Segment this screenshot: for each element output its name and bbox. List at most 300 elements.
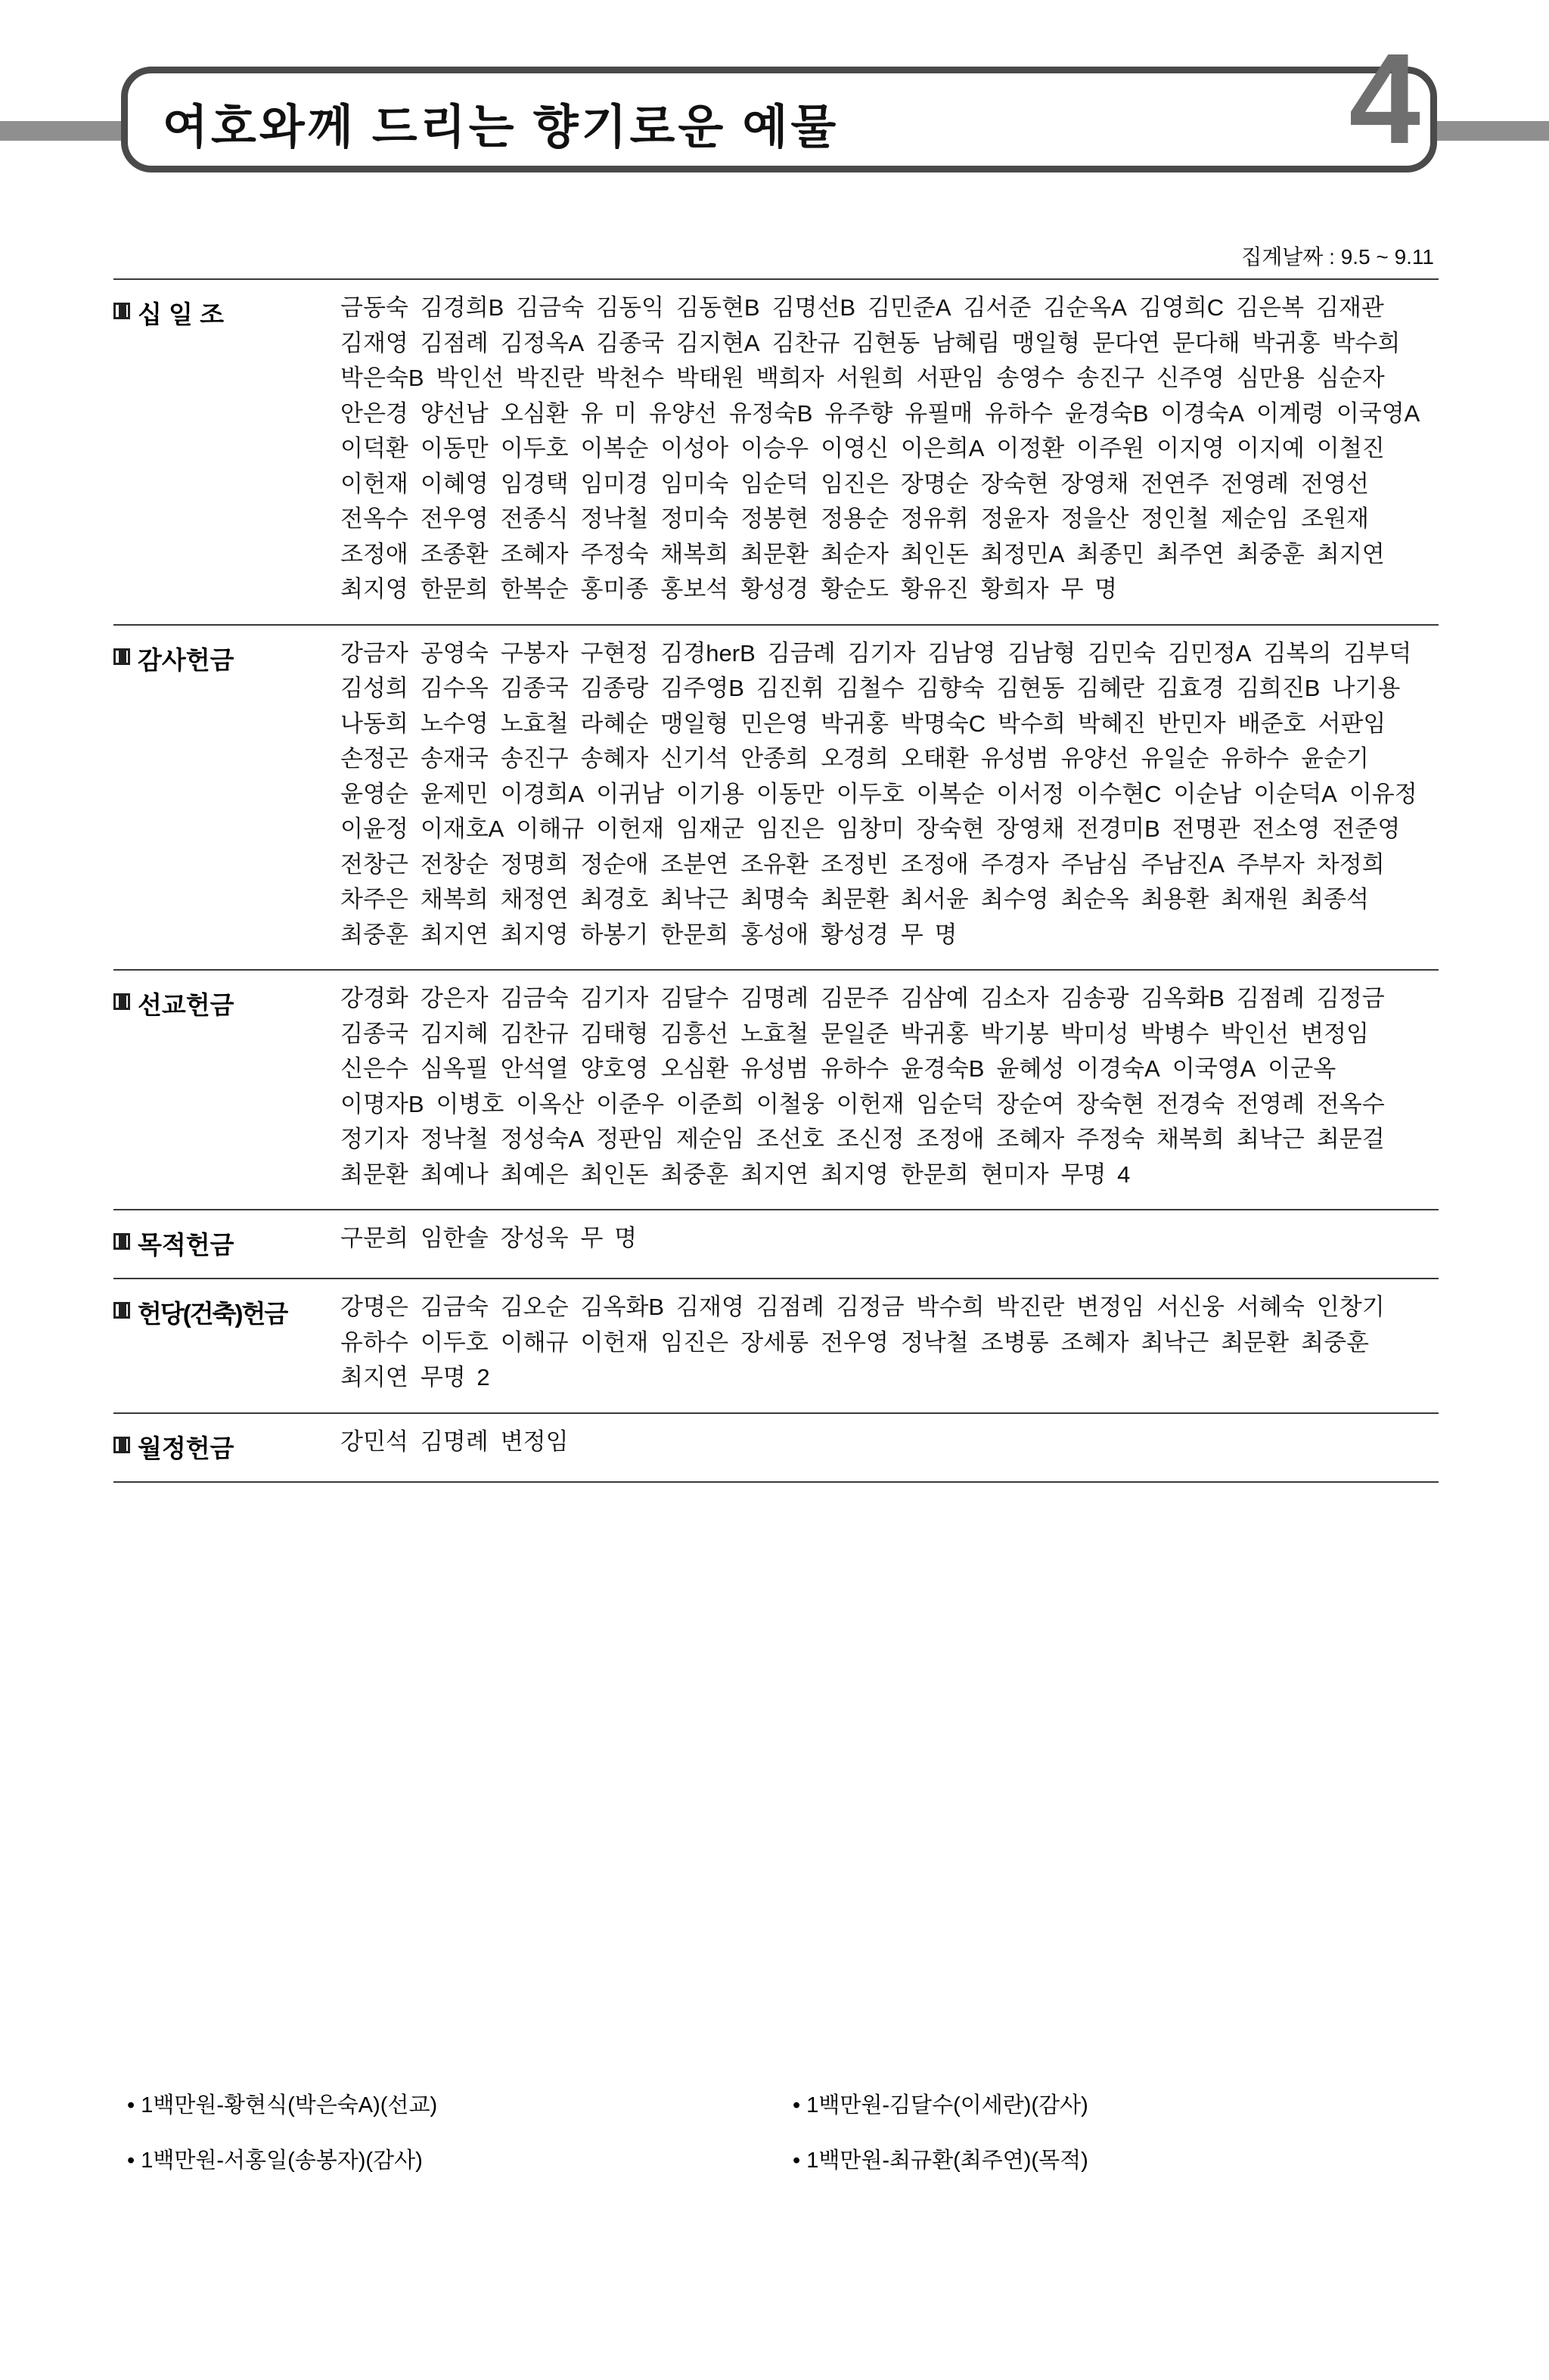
donor-name: 현미자 [980,1160,1049,1188]
donor-name: 김재관 [1316,294,1384,321]
donor-name: 이경숙A [1160,399,1244,427]
table-row [113,1412,1439,1483]
donor-name: 서원희 [836,365,905,391]
donor-name: 윤혜성 [996,1055,1065,1082]
donor-name: 나동희 [340,710,408,737]
donor-name: 이명자B [340,1090,424,1117]
donor-name: 김동현B [676,294,760,321]
donor-name: 이옥산 [516,1090,585,1117]
donor-name: 김성희 [340,675,408,701]
donor-name: 이동만 [420,435,489,461]
donor-name: 박기봉 [980,1020,1049,1047]
donor-name: 신기석 [660,745,729,772]
donor-name: 정낙철 [420,1126,489,1152]
donor-name: 정명희 [500,850,569,878]
names-list-purpose [340,1221,1439,1261]
donor-name: 박미성 [1060,1020,1129,1047]
donor-name: 박인선 [1221,1020,1290,1047]
donor-name: 임경택 [500,470,569,497]
donor-name: 안석열 [500,1055,569,1082]
donor-name: 전옥수 [340,505,408,532]
donor-name: 최지연 [1316,540,1385,567]
donor-name: 김명례 [420,1428,489,1455]
donor-name: 김삼예 [900,985,969,1011]
donor-name: 변정임 [500,1428,569,1455]
donor-name: 윤경숙B [900,1055,985,1082]
donor-name: 제순임 [1221,505,1290,532]
donor-name: 최문환 [340,1160,408,1188]
donor-name: 김순옥A [1043,294,1127,321]
row-label-text: 십 일 조 [138,300,224,328]
donor-name: 임순덕 [740,470,809,497]
donor-name: 이혜영 [420,470,489,497]
donor-name: 최경호 [580,886,649,912]
donor-name: 이주원 [1076,435,1145,461]
donor-name: 이철진 [1316,435,1385,461]
donor-name: 심옥필 [420,1055,489,1082]
donor-name: 최인돈 [900,540,969,567]
donor-name: 유하수 [340,1328,408,1356]
donor-name: 홍보석 [660,576,729,602]
donor-name: 김향숙 [916,675,985,701]
donor-name: 정성숙A [500,1126,585,1152]
donor-name: 전준영 [1332,816,1401,842]
donor-name: 최중훈 [660,1160,729,1188]
donor-name: 박혜진 [1077,710,1146,737]
donor-name: 심순자 [1316,365,1385,391]
donor-name: 민은영 [740,710,809,737]
donor-name: 김민숙 [1088,639,1156,666]
donor-name: 주경자 [980,850,1049,878]
header-banner [0,27,1549,174]
donor-name: 장영채 [996,816,1065,842]
donor-name: 주부자 [1236,850,1305,878]
names-list-thanksgiving [340,636,1439,953]
table-row [113,278,1439,624]
donor-name: 최중훈 [1236,540,1305,567]
donor-name: 정낙철 [900,1328,969,1356]
donor-name: 김주영B [660,675,744,701]
donor-name: 조혜자 [500,540,569,567]
donor-name: 김점례 [420,329,489,356]
donor-name: 인창기 [1316,1294,1385,1320]
row-label-text: 선교헌금 [138,991,234,1019]
donor-name: 윤영순 [340,780,408,807]
donor-name: 하봉기 [580,921,649,948]
donor-name: 이국영A [1336,399,1420,427]
donor-name: 김종국 [596,329,665,356]
donor-name: 김흥선 [660,1020,729,1047]
donor-name: 전종식 [500,505,569,532]
donor-name: 구문희 [340,1225,408,1251]
donor-name: 최주연 [1156,540,1225,567]
donor-name: 주남심 [1060,850,1129,878]
donor-name: 김소자 [980,985,1049,1011]
donor-name: 전창순 [420,850,489,878]
donor-name: 박수희 [1332,329,1401,356]
donor-name: 최문걸 [1316,1126,1385,1152]
donor-name: 주남진A [1141,850,1225,878]
donor-name: 유하수 [821,1055,889,1082]
donor-name: 안종희 [740,745,809,772]
donor-name: 전우영 [821,1328,889,1356]
donor-name: 김태형 [580,1020,649,1047]
donor-name: 임창미 [836,816,905,842]
donor-name: 최순옥 [1060,886,1129,912]
footnote-item: • 1백만원-김달수(이세란)(감사) [793,2093,1088,2117]
donor-name: 장숙현 [980,470,1049,497]
donor-name: 최수영 [980,886,1049,912]
donor-name: 황순도 [821,576,889,602]
donor-name: 윤제민 [420,780,489,807]
donor-name: 박명숙C [900,710,986,737]
donor-name: 박태원 [676,365,744,391]
donor-name: 이준우 [596,1090,665,1117]
donor-name: 김찬규 [771,329,840,356]
donor-name: 신은수 [340,1055,408,1082]
donor-name: 강경화 [340,985,408,1011]
donor-name: 김진휘 [756,675,824,701]
donor-name: 최지영 [821,1160,889,1188]
donor-name: 김민준A [868,294,951,321]
footnote-item: • 1백만원-황현식(박은숙A)(선교) [127,2093,438,2117]
donor-name: 김지현A [676,329,760,356]
bullet-square-icon [113,1233,130,1250]
donor-name: 이순덕A [1253,780,1337,807]
donor-name: 김철수 [836,675,905,701]
donor-name: 서판임 [916,365,985,391]
donor-name: 유양선 [1060,745,1129,772]
donor-name: 박병수 [1141,1020,1209,1047]
donor-name: 최지연 [420,921,489,948]
donor-name: 송진구 [500,745,569,772]
table-row [113,1209,1439,1278]
donor-name: 김기자 [847,639,916,666]
donor-name: 이복순 [580,435,649,461]
donor-name: 김금례 [767,639,836,666]
donor-name: 구봉자 [500,639,569,666]
donor-name: 유하수 [985,399,1053,427]
donor-name: 이두호 [420,1328,489,1356]
donor-name: 임진은 [660,1328,729,1356]
donor-name: 차정희 [1316,850,1385,878]
donor-name: 강은자 [420,985,489,1011]
donor-name: 최문환 [1221,1328,1290,1356]
donor-name: 이헌재 [836,1090,905,1117]
table-row [113,969,1439,1209]
donor-name: 정을산 [1060,505,1129,532]
donor-name: 유필매 [905,399,973,427]
donor-name: 전영례 [1221,470,1290,497]
donor-name: 백희자 [756,365,824,391]
donor-name: 김문주 [821,985,889,1011]
donor-name: 손정곤 [340,745,408,772]
donor-name: 박수희 [998,710,1066,737]
donor-name: 임재군 [676,816,744,842]
donor-name: 전영선 [1301,470,1369,497]
donor-name: 한문희 [660,921,729,948]
donor-name: 문다연 [1091,329,1160,356]
donor-name: 유하수 [1221,745,1290,772]
donor-name: 유일순 [1141,745,1209,772]
donor-name: 김명선B [771,294,856,321]
donor-name: 홍미종 [580,576,649,602]
row-label-purpose [113,1221,340,1261]
donor-name: 이두호 [836,780,905,807]
donor-name: 오심환 [500,399,569,427]
donor-name: 이정환 [996,435,1065,461]
donor-name: 최문환 [821,886,889,912]
donor-name: 유성범 [740,1055,809,1082]
donor-name: 김민정A [1167,639,1252,666]
donor-name: 공영숙 [420,639,489,666]
donor-name: 최명숙 [740,886,809,912]
donor-name: 김남형 [1007,639,1076,666]
donor-name: 이지영 [1156,435,1225,461]
donor-name: 안은경 [340,399,408,427]
donor-name: 채정연 [500,886,569,912]
donor-name: 제순임 [676,1126,744,1152]
donor-name: 이유정 [1349,780,1417,807]
donor-name: 채복희 [660,540,729,567]
donor-name: 주정숙 [1076,1126,1145,1152]
donor-name: 김재영 [340,329,408,356]
donor-name: 정순애 [580,850,649,878]
donor-name: 임순덕 [916,1090,985,1117]
donor-name: 이헌재 [580,1328,649,1356]
donor-name: 최예나 [420,1160,489,1188]
donor-name: 노수영 [420,710,489,737]
donor-name: 최정민A [980,540,1065,567]
row-label-mission [113,981,340,1192]
donor-name: 심만용 [1236,365,1305,391]
donor-name: 김점례 [1236,985,1305,1011]
donor-name: 박수희 [916,1294,985,1320]
donor-name: 이윤정 [340,816,408,842]
donor-name: 김희진B [1236,675,1321,701]
donor-name: 최지연 [740,1160,809,1188]
donor-name: 김옥화B [1141,985,1225,1011]
donor-name: 이지예 [1236,435,1305,461]
donor-name: 양선남 [420,399,489,427]
donor-name: 전명관 [1172,816,1240,842]
donor-name: 이철웅 [756,1090,824,1117]
donor-name: 최순자 [821,540,889,567]
donor-name: 이해규 [500,1328,569,1356]
donor-name: 조분연 [660,850,729,878]
donor-name: 정인철 [1141,505,1209,532]
donor-name: 차주은 [340,886,408,912]
donor-name: 이경희A [500,780,585,807]
donor-name: 금동숙 [340,294,408,321]
donor-name: 조신정 [836,1126,905,1152]
donor-name: 한문희 [420,576,489,602]
donor-name: 박천수 [596,365,665,391]
bullet-square-icon [113,648,130,665]
donor-name: 조병롱 [980,1328,1049,1356]
names-list-monthly [340,1425,1439,1465]
donor-name: 이은희A [900,435,985,461]
donor-name: 김현동 [996,675,1065,701]
donor-name: 양호영 [580,1055,649,1082]
donor-name: 김점례 [756,1294,824,1320]
donor-name: 김종국 [340,1020,408,1047]
page-title: 여호와께 드리는 향기로운 예물 [163,101,840,154]
banner-issue-number: 4 [1349,27,1420,171]
donor-name: 김금숙 [420,1294,489,1320]
donor-name: 조정애 [916,1126,985,1152]
donor-name: 최중훈 [340,921,408,948]
row-label-thanksgiving [113,636,340,953]
table-row [113,624,1439,970]
footnote-item: • 1백만원-최규환(최주연)(목적) [793,2149,1088,2173]
donor-name: 최용환 [1141,886,1209,912]
donor-name: 김동익 [596,294,665,321]
donor-name: 조혜자 [1060,1328,1129,1356]
donor-name: 배준호 [1237,710,1306,737]
donor-name: 오태환 [900,745,969,772]
donor-name: 최지영 [340,576,408,602]
donor-name: 무 명 [1060,576,1118,602]
donor-name: 최지연 [340,1364,408,1390]
donor-name: 최종석 [1301,886,1369,912]
donor-name: 서판임 [1318,710,1386,737]
footnote-item: • 1백만원-서홍일(송봉자)(감사) [127,2149,423,2173]
donor-name: 정기자 [340,1126,408,1152]
donor-name: 장숙현 [1076,1090,1145,1117]
bullet-square-icon [113,303,130,319]
donor-name: 유성범 [980,745,1049,772]
donor-name: 송재국 [420,745,489,772]
donor-name: 조정애 [340,540,408,567]
bullet-square-icon [113,1437,130,1453]
donor-name: 이두호 [500,435,569,461]
row-label-text: 월정헌금 [138,1434,234,1462]
donor-name: 김기자 [580,985,649,1011]
donor-name: 정유휘 [900,505,969,532]
donor-name: 황유진 [900,576,969,602]
donor-name: 정낙철 [580,505,649,532]
donor-name: 전옥수 [1316,1090,1385,1117]
donor-name: 이성아 [660,435,729,461]
donor-name: 맹일형 [1012,329,1080,356]
donor-name: 장명순 [900,470,969,497]
donor-name: 이영신 [821,435,889,461]
donor-name: 최지영 [500,921,569,948]
donor-name: 이해규 [516,816,585,842]
donor-name: 최중훈 [1301,1328,1369,1356]
offering-table [113,278,1439,1483]
donor-name: 황성경 [740,576,809,602]
donor-name: 김금숙 [500,985,569,1011]
donor-name: 최재원 [1221,886,1290,912]
donor-name: 김혜란 [1076,675,1145,701]
donor-name: 이순남 [1173,780,1242,807]
donor-name: 김종국 [500,675,569,701]
donor-name: 김달수 [660,985,729,1011]
donor-name: 강금자 [340,639,408,666]
donor-name: 김정금 [836,1294,905,1320]
donor-name: 나기용 [1332,675,1401,701]
donor-name: 임진은 [821,470,889,497]
donor-name: 정미숙 [660,505,729,532]
donor-name: 조유환 [740,850,809,878]
donor-name: 김종랑 [580,675,649,701]
donor-name: 장세롱 [740,1328,809,1356]
donor-name: 이국영A [1172,1055,1256,1082]
donor-name: 김현동 [852,329,920,356]
donor-name: 조정애 [900,850,969,878]
donor-name: 박인선 [436,365,504,391]
donor-name: 서신웅 [1156,1294,1225,1320]
donor-name: 유 미 [580,399,638,427]
donor-name: 전영례 [1236,1090,1305,1117]
donor-name: 한문희 [900,1160,969,1188]
donor-name: 주정숙 [580,540,649,567]
donor-name: 남혜림 [932,329,1001,356]
donor-name: 김재영 [676,1294,744,1320]
names-list-tithe [340,291,1439,607]
donor-name: 전창근 [340,850,408,878]
donor-name: 전경숙 [1156,1090,1225,1117]
donor-name: 이군옥 [1268,1055,1336,1082]
bullet-square-icon [113,1302,130,1319]
donor-name: 문일준 [821,1020,889,1047]
donor-name: 무명 2 [420,1364,490,1390]
donor-name: 오심환 [660,1055,729,1082]
donor-name: 구현정 [580,639,649,666]
donor-name: 이준희 [676,1090,744,1117]
donor-name: 김부덕 [1343,639,1412,666]
donor-name: 반민자 [1157,710,1226,737]
donor-name: 맹일형 [660,710,729,737]
donor-name: 최인돈 [580,1160,649,1188]
donor-name: 김은복 [1236,294,1305,321]
donor-name: 노효철 [500,710,569,737]
donor-name: 김송광 [1060,985,1129,1011]
donor-name: 조원재 [1301,505,1369,532]
donor-name: 이덕환 [340,435,408,461]
donor-name: 장성욱 [500,1225,569,1251]
donor-name: 이병호 [436,1090,504,1117]
donor-name: 최서윤 [900,886,969,912]
donor-name: 오경희 [821,745,889,772]
donor-name: 이복순 [916,780,985,807]
donor-name: 조종환 [420,540,489,567]
donor-name: 노효철 [740,1020,809,1047]
names-list-mission [340,981,1439,1192]
donor-name: 홍성애 [740,921,809,948]
donor-name: 임미숙 [660,470,729,497]
row-label-building [113,1290,340,1396]
donor-name: 김서준 [963,294,1032,321]
donor-name: 이경숙A [1076,1055,1160,1082]
donor-name: 송진구 [1076,365,1145,391]
row-label-text: 헌당(건축)헌금 [138,1300,287,1328]
donor-name: 정용순 [821,505,889,532]
donor-name: 이재호A [420,816,504,842]
donor-name: 변정임 [1076,1294,1145,1320]
donor-name: 유양선 [649,399,717,427]
donor-name: 변정임 [1301,1020,1369,1047]
donor-name: 신주영 [1156,365,1225,391]
donor-name: 박진란 [516,365,585,391]
donor-name: 박귀홍 [821,710,889,737]
donor-name: 라혜순 [580,710,649,737]
donor-name: 윤경숙B [1064,399,1149,427]
donor-name: 최낙근 [1141,1328,1209,1356]
donor-name: 이귀남 [596,780,665,807]
